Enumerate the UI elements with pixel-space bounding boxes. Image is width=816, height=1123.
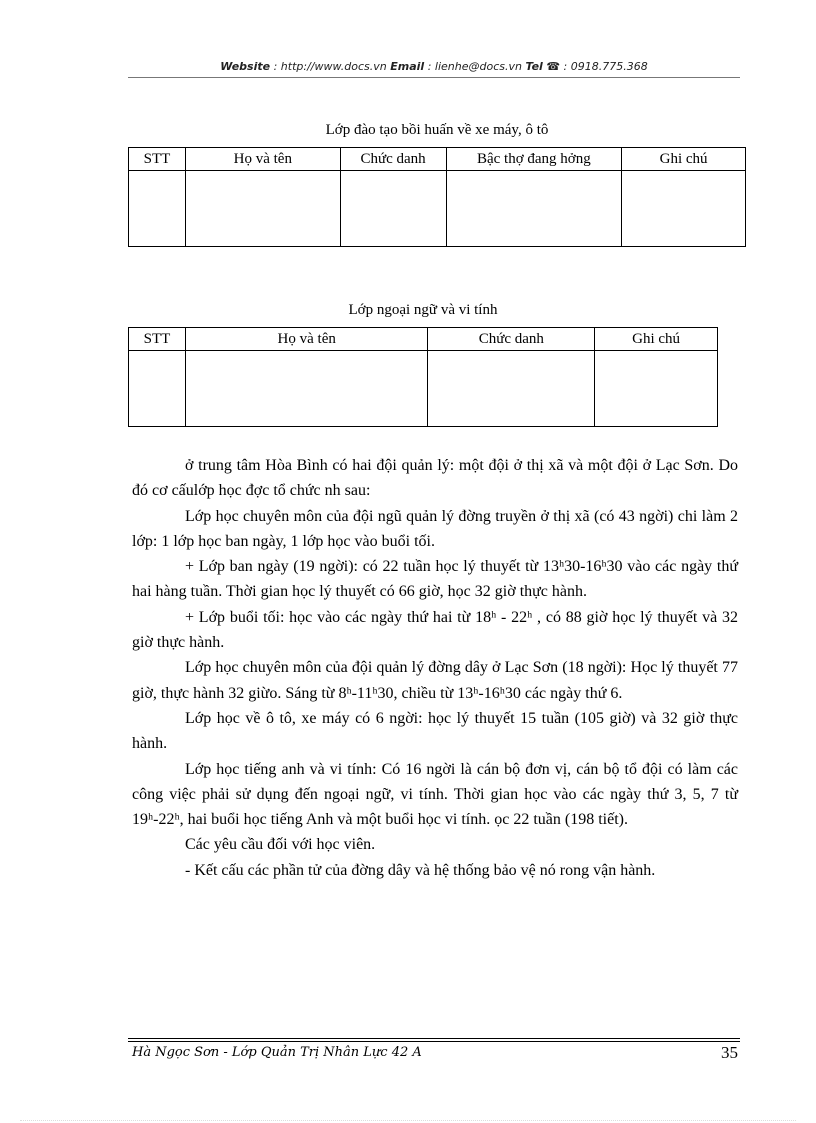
col-header-name: Họ và tên: [185, 148, 340, 171]
col-header-title: Chức danh: [428, 328, 595, 351]
col-header-title: Chức danh: [340, 148, 446, 171]
table-language-computer: [128, 327, 718, 427]
col-header-stt: STT: [129, 148, 186, 171]
website-value: : http://www.docs.vn: [270, 60, 391, 73]
table-row: [129, 351, 718, 427]
table-cell: [340, 171, 446, 247]
col-header-stt: STT: [129, 328, 186, 351]
paragraph: Lớp học về ô tô, xe máy có 6 ngời: học lý thuyết 15 tuần (105 giờ) và 32 giờ thực hành.: [132, 709, 738, 753]
tel-value: : 0918.775.368: [560, 60, 648, 73]
table1-title: Lớp đào tạo bồi huấn về xe máy, ô tô: [325, 122, 549, 138]
website-label: Website: [220, 60, 271, 73]
page-header: [128, 60, 740, 73]
footer-rule: [128, 1041, 740, 1042]
tel-label: Tel: [525, 60, 543, 73]
table-training-vehicles: [128, 147, 746, 247]
paragraph: Lớp học tiếng anh và vi tính: Có 16 ngời là cán bộ đơn vị, cán bộ tổ đội có làm các công việc phải sử dụng đến ngoại ngữ, vi tính. Thời gian học vào các ngày thứ 3, 5, 7 từ 19ʰ-22ʰ, hai buổi học tiếng Anh và một buổi học vi tính. ọc 22 tuần (198 tiết).: [132, 760, 738, 829]
table-cell: [129, 351, 186, 427]
table-cell: [595, 351, 718, 427]
paragraph: Các yêu cầu đối với học viên.: [185, 836, 376, 854]
paragraph: + Lớp ban ngày (19 ngời): có 22 tuần học lý thuyết từ 13ʰ30-16ʰ30 vào các ngày thứ hai hàng tuần. Thời gian học lý thuyết có 66 giờ, học 32 giờ thực hành.: [132, 558, 738, 601]
bottom-divider: [20, 1120, 796, 1121]
col-header-grade: Bậc thợ đang hởng: [446, 148, 622, 171]
email-label: Email: [390, 60, 425, 73]
col-header-note: Ghi chú: [622, 148, 746, 171]
table-cell: [622, 171, 746, 247]
table-cell: [185, 171, 340, 247]
table-cell: [446, 171, 622, 247]
header-rule: [128, 77, 740, 78]
table2-title: Lớp ngoại ngữ và vi tính: [348, 302, 498, 318]
col-header-note: Ghi chú: [595, 328, 718, 351]
table-row: [129, 171, 746, 247]
footer-author: Hà Ngọc Sơn - Lớp Quản Trị Nhân Lực 42 A: [132, 1045, 422, 1060]
footer-rule: [128, 1038, 740, 1039]
table-cell: [129, 171, 186, 247]
paragraph: + Lớp buổi tối: học vào các ngày thứ hai từ 18ʰ - 22ʰ , có 88 giờ học lý thuyết và 32 giờ thực hành.: [132, 608, 738, 652]
page-number: 35: [721, 1043, 738, 1062]
table-cell: [185, 351, 428, 427]
col-header-name: Họ và tên: [185, 328, 428, 351]
paragraph: ở trung tâm Hòa Bình có hai đội quản lý: một đội ở thị xã và một đội ở Lạc Sơn. Do đó cơ cấulớp học đợc tổ chức nh sau:: [132, 457, 738, 500]
table-cell: [428, 351, 595, 427]
phone-icon: ☎: [546, 60, 561, 73]
email-value: : lienhe@docs.vn: [424, 60, 526, 73]
paragraph: - Kết cấu các phần tử của đờng dây và hệ thống bảo vệ nó rong vận hành.: [185, 861, 656, 879]
paragraph: Lớp học chuyên môn của đội quản lý đờng dây ở Lạc Sơn (18 ngời): Học lý thuyết 77 giờ, thực hành 32 giừo. Sáng từ 8ʰ-11ʰ30, chiều từ 13ʰ-16ʰ30 các ngày thứ 6.: [132, 659, 738, 702]
paragraph: Lớp học chuyên môn của đội ngũ quản lý đờng truyền ở thị xã (có 43 ngời) chi làm 2 lớp: 1 lớp học ban ngày, 1 lớp học vào buổi tối.: [132, 507, 738, 550]
body-text: [132, 453, 738, 883]
